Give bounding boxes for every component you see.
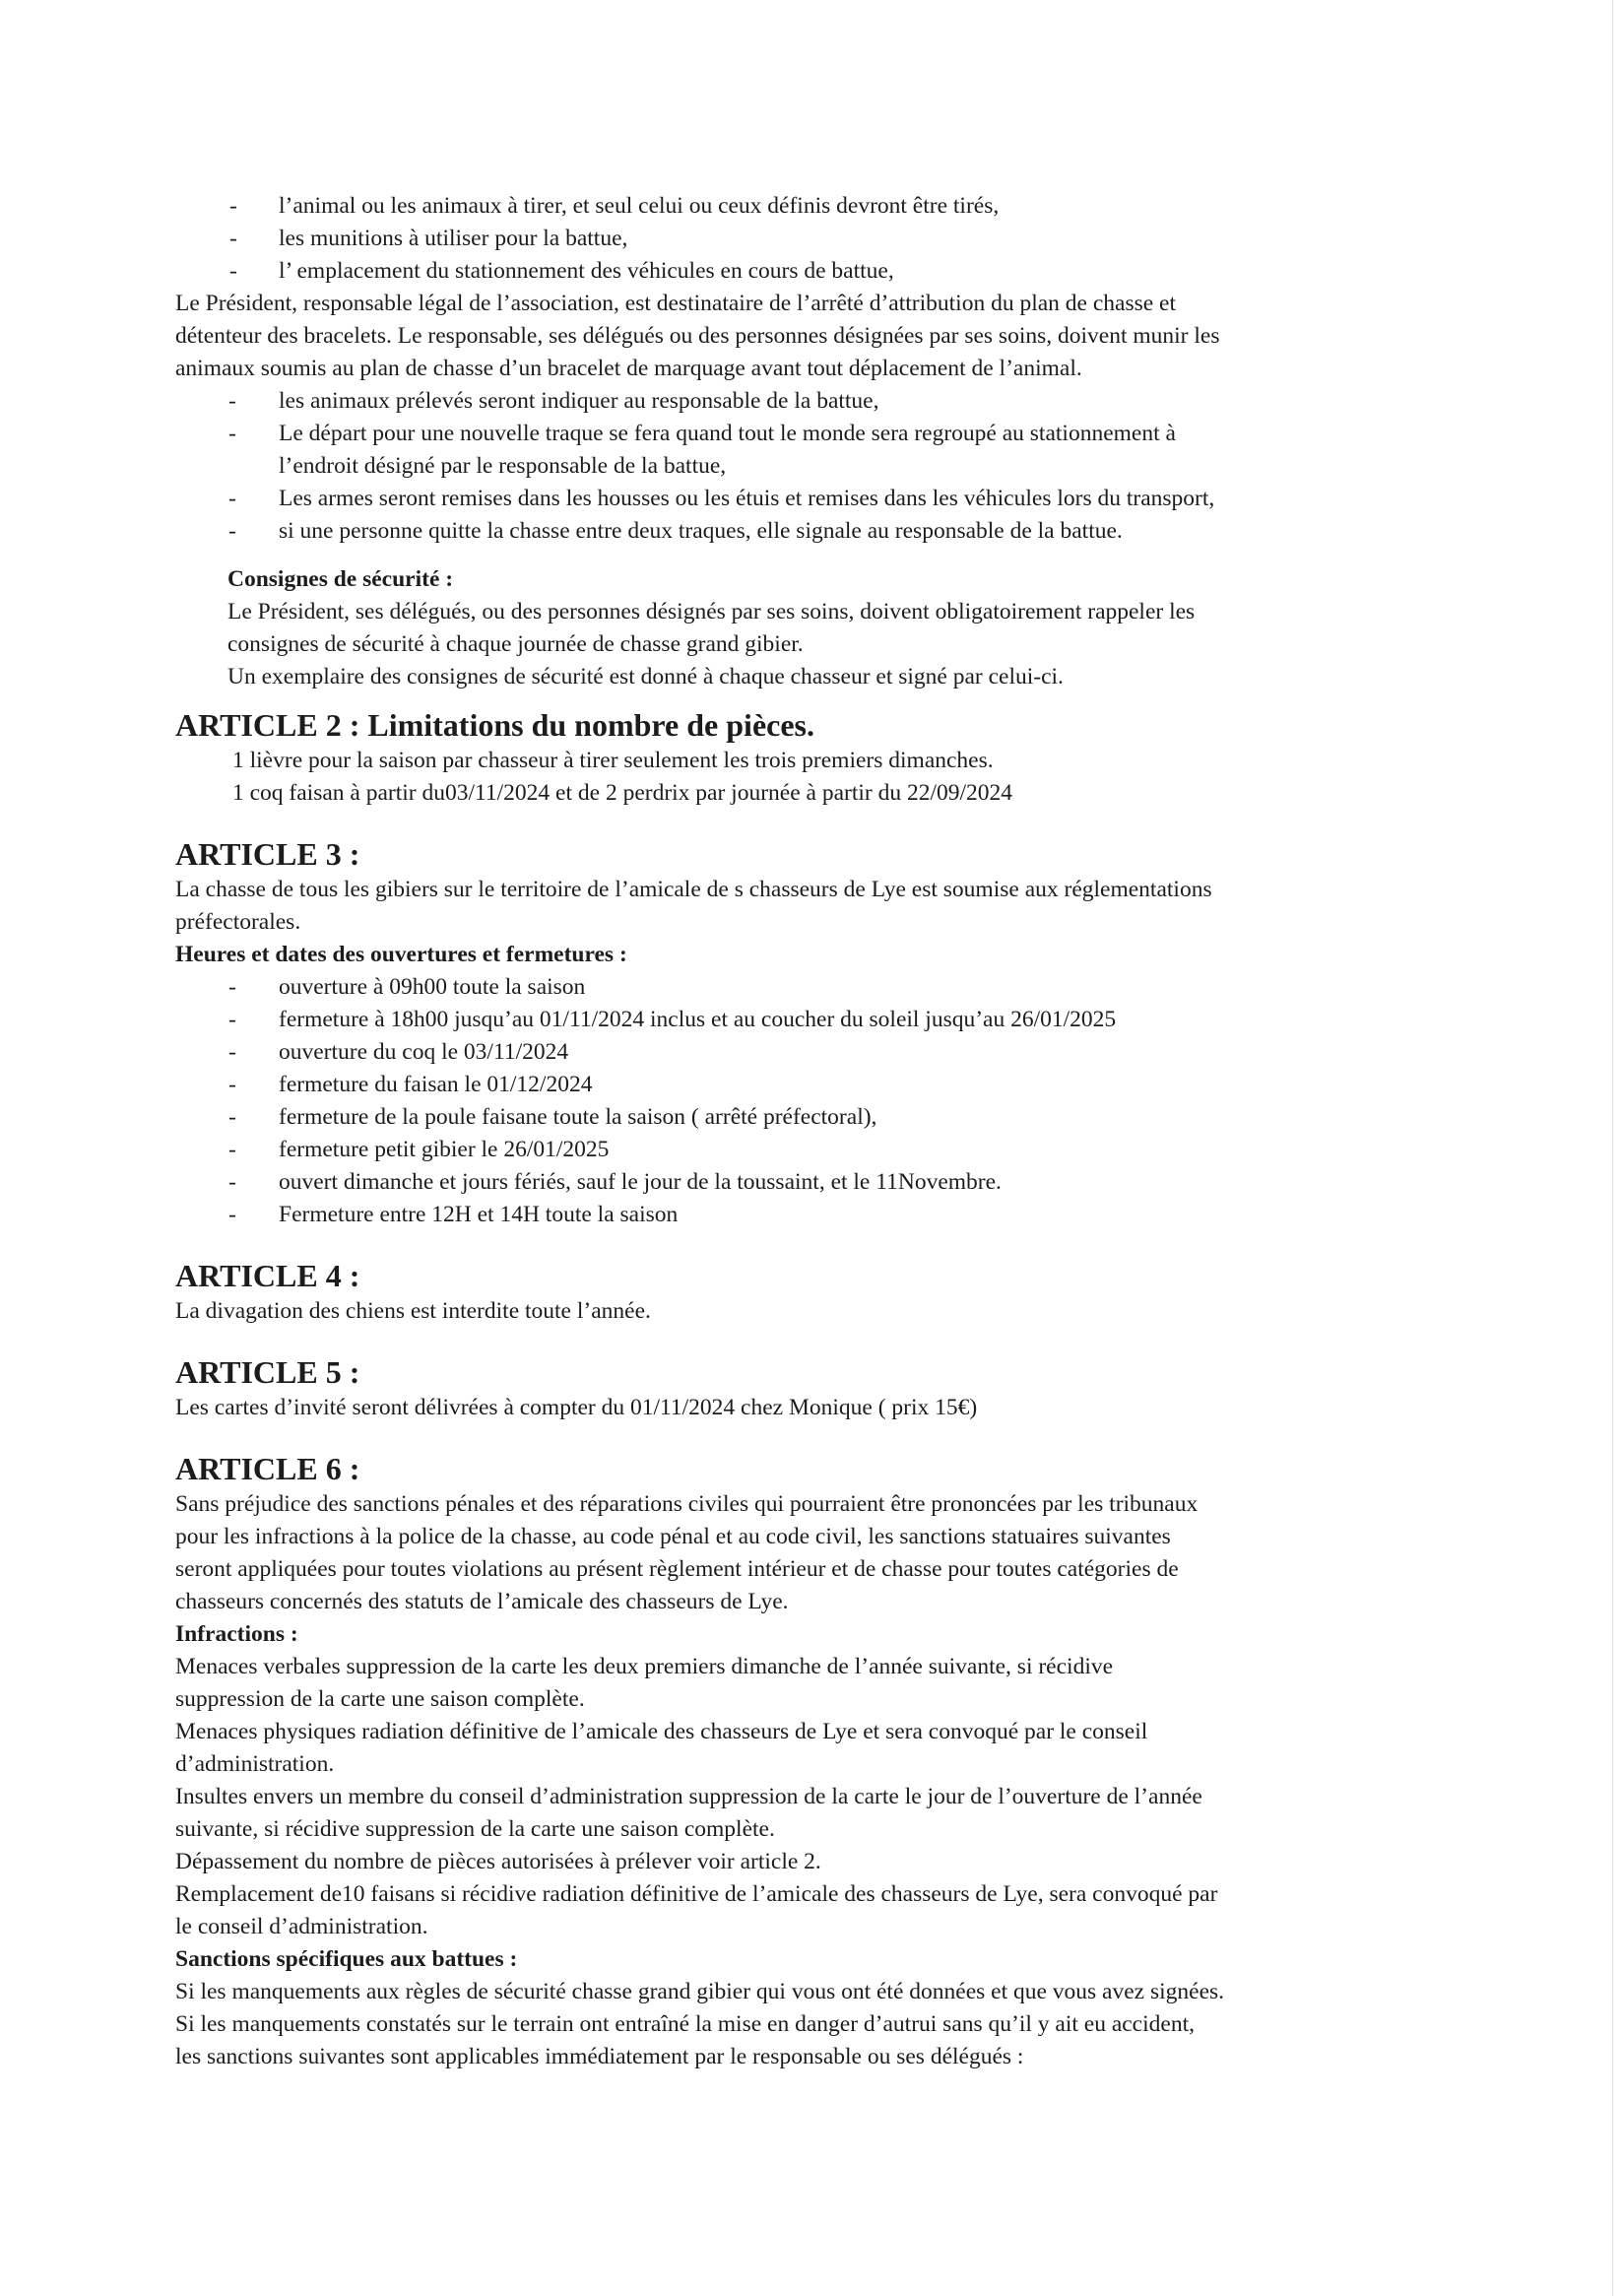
list-item-text: fermeture petit gibier le 26/01/2025 <box>279 1137 610 1162</box>
list-item-text: l’endroit désigné par le responsable de la battue, <box>279 453 727 479</box>
text-line: Remplacement de10 faisans si récidive radiation définitive de l’amicale des chasseurs de Lye, sera convoqué par <box>175 1881 1218 1907</box>
article-heading: ARTICLE 4 : <box>175 1258 360 1293</box>
text-line: chasseurs concernés des statuts de l’amicale des chasseurs de Lye. <box>175 1589 789 1614</box>
text-line: les sanctions suivantes sont applicables immédiatement par le responsable ou ses délégués : <box>175 2044 1024 2069</box>
article-4 <box>175 1256 1416 1328</box>
list-item: - Le départ pour une nouvelle traque se fera quand tout le monde sera regroupé au stationnement à <box>228 421 1176 446</box>
section-subheading: Sanctions spécifiques aux battues : <box>175 1946 518 1972</box>
list-item: - les animaux prélevés seront indiquer au responsable de la battue, <box>228 388 879 414</box>
document-body <box>175 190 1416 2073</box>
list-item-text: ouverture du coq le 03/11/2024 <box>279 1039 569 1065</box>
text-line: La divagation des chiens est interdite toute l’année. <box>175 1298 651 1324</box>
list-item: - fermeture de la poule faisane toute la saison ( arrêté préfectoral), <box>228 1104 877 1130</box>
article-2 <box>175 705 1416 810</box>
text-line: animaux soumis au plan de chasse d’un bracelet de marquage avant tout déplacement de l’animal. <box>175 356 1082 381</box>
article-5 <box>175 1352 1416 1424</box>
section-subheading: Heures et dates des ouvertures et fermetures : <box>175 942 627 967</box>
consignes-section <box>175 563 1416 693</box>
text-line: consignes de sécurité à chaque journée de chasse grand gibier. <box>227 631 804 657</box>
list-item-text: les animaux prélevés seront indiquer au responsable de la battue, <box>279 388 879 414</box>
text-line: détenteur des bracelets. Le responsable, ses délégués ou des personnes désignées par ses soins, doivent munir les <box>175 323 1220 349</box>
list-item-text: fermeture du faisan le 01/12/2024 <box>279 1072 593 1097</box>
list-item-text: fermeture à 18h00 jusqu’au 01/11/2024 inclus et au coucher du soleil jusqu’au 26/01/2025 <box>279 1007 1117 1032</box>
list-item-text: ouvert dimanche et jours fériés, sauf le jour de la toussaint, et le 11Novembre. <box>279 1169 1002 1195</box>
list-item: - l’animal ou les animaux à tirer, et seul celui ou ceux définis devront être tirés, <box>229 193 1000 219</box>
text-line: Le Président, ses délégués, ou des personnes désignés par ses soins, doivent obligatoirement rappeler les <box>227 599 1196 624</box>
list-item-text: les munitions à utiliser pour la battue, <box>279 226 628 251</box>
article-heading: ARTICLE 2 : Limitations du nombre de pièces. <box>175 707 814 743</box>
text-line: seront appliquées pour toutes violations au présent règlement intérieur et de chasse pour toutes catégories de <box>175 1556 1179 1582</box>
article-6 <box>175 1449 1416 2073</box>
text-line: Menaces verbales suppression de la carte les deux premiers dimanche de l’année suivante, si récidive <box>175 1654 1114 1679</box>
text-line: pour les infractions à la police de la chasse, au code pénal et au code civil, les sanctions statuaires suivantes <box>175 1524 1171 1549</box>
list-item-text: Fermeture entre 12H et 14H toute la saison <box>279 1202 679 1227</box>
list-item: - fermeture du faisan le 01/12/2024 <box>228 1072 593 1097</box>
list-item-text: l’animal ou les animaux à tirer, et seul celui ou ceux définis devront être tirés, <box>279 193 1000 219</box>
text-line: Si les manquements aux règles de sécurité chasse grand gibier qui vous ont été données et que vous avez signées. <box>175 1979 1225 2004</box>
page-edge-line <box>1612 0 1613 2296</box>
article-heading: ARTICLE 6 : <box>175 1451 360 1486</box>
text-line: Un exemplaire des consignes de sécurité est donné à chaque chasseur et signé par celui-ci. <box>227 664 1064 689</box>
list-item-text: Le départ pour une nouvelle traque se fera quand tout le monde sera regroupé au stationnement à <box>279 421 1176 446</box>
text-line: Insultes envers un membre du conseil d’administration suppression de la carte le jour de l’ouverture de l’année <box>175 1784 1202 1809</box>
text-line: Sans préjudice des sanctions pénales et des réparations civiles qui pourraient être prononcées par les tribunaux <box>175 1491 1199 1517</box>
list-item-text: Les armes seront remises dans les housses ou les étuis et remises dans les véhicules lors du transport, <box>279 486 1215 511</box>
article-heading: ARTICLE 5 : <box>175 1354 360 1390</box>
text-line: Si les manquements constatés sur le terrain ont entraîné la mise en danger d’autrui sans qu’il y ait eu accident, <box>175 2011 1195 2037</box>
list-item-text: si une personne quitte la chasse entre deux traques, elle signale au responsable de la battue. <box>279 518 1123 544</box>
list-item-text: l’ emplacement du stationnement des véhicules en cours de battue, <box>279 258 894 284</box>
list-item: - fermeture à 18h00 jusqu’au 01/11/2024 inclus et au coucher du soleil jusqu’au 26/01/2025 <box>228 1007 1117 1032</box>
list-item-text: ouverture à 09h00 toute la saison <box>279 974 586 1000</box>
section-subheading: Consignes de sécurité : <box>227 566 454 592</box>
text-line: préfectorales. <box>175 909 301 935</box>
text-line: suivante, si récidive suppression de la carte une saison complète. <box>175 1816 775 1842</box>
list-item: - ouvert dimanche et jours fériés, sauf le jour de la toussaint, et le 11Novembre. <box>228 1169 1002 1195</box>
list-item: - Fermeture entre 12H et 14H toute la saison <box>228 1202 679 1227</box>
article-3 <box>175 834 1416 1231</box>
section-subheading: Infractions : <box>175 1621 298 1647</box>
text-line: 1 lièvre pour la saison par chasseur à tirer seulement les trois premiers dimanches. <box>232 748 994 773</box>
president-paragraph <box>175 288 1416 385</box>
text-line: Le Président, responsable légal de l’association, est destinataire de l’arrêté d’attribution du plan de chasse et <box>175 291 1177 316</box>
article-heading: ARTICLE 3 : <box>175 836 360 872</box>
text-line: suppression de la carte une saison complète. <box>175 1686 585 1712</box>
text-line: Menaces physiques radiation définitive de l’amicale des chasseurs de Lye et sera convoqué par le conseil <box>175 1719 1148 1744</box>
list-item: - Les armes seront remises dans les housses ou les étuis et remises dans les véhicules lors du transport, <box>228 486 1215 511</box>
text-line: d’administration. <box>175 1751 335 1777</box>
text-line: Dépassement du nombre de pièces autorisées à prélever voir article 2. <box>175 1849 821 1874</box>
list-item: - ouverture à 09h00 toute la saison <box>228 974 586 1000</box>
battue-list <box>175 385 1416 548</box>
text-line: La chasse de tous les gibiers sur le territoire de l’amicale de s chasseurs de Lye est soumise aux réglementations <box>175 877 1212 902</box>
text-line: le conseil d’administration. <box>175 1914 428 1939</box>
list-item: - fermeture petit gibier le 26/01/2025 <box>228 1137 610 1162</box>
list-item: - ouverture du coq le 03/11/2024 <box>228 1039 569 1065</box>
list-item: - les munitions à utiliser pour la battue, <box>229 226 628 251</box>
text-line: Les cartes d’invité seront délivrées à compter du 01/11/2024 chez Monique ( prix 15€) <box>175 1395 978 1420</box>
list-item-continuation <box>175 450 1416 483</box>
list-item: - si une personne quitte la chasse entre deux traques, elle signale au responsable de la battue. <box>228 518 1123 544</box>
list-item: - l’ emplacement du stationnement des véhicules en cours de battue, <box>229 258 894 284</box>
list-item-text: fermeture de la poule faisane toute la saison ( arrêté préfectoral), <box>279 1104 877 1130</box>
intro-list <box>175 190 1416 288</box>
text-line: 1 coq faisan à partir du03/11/2024 et de 2 perdrix par journée à partir du 22/09/2024 <box>232 780 1013 806</box>
